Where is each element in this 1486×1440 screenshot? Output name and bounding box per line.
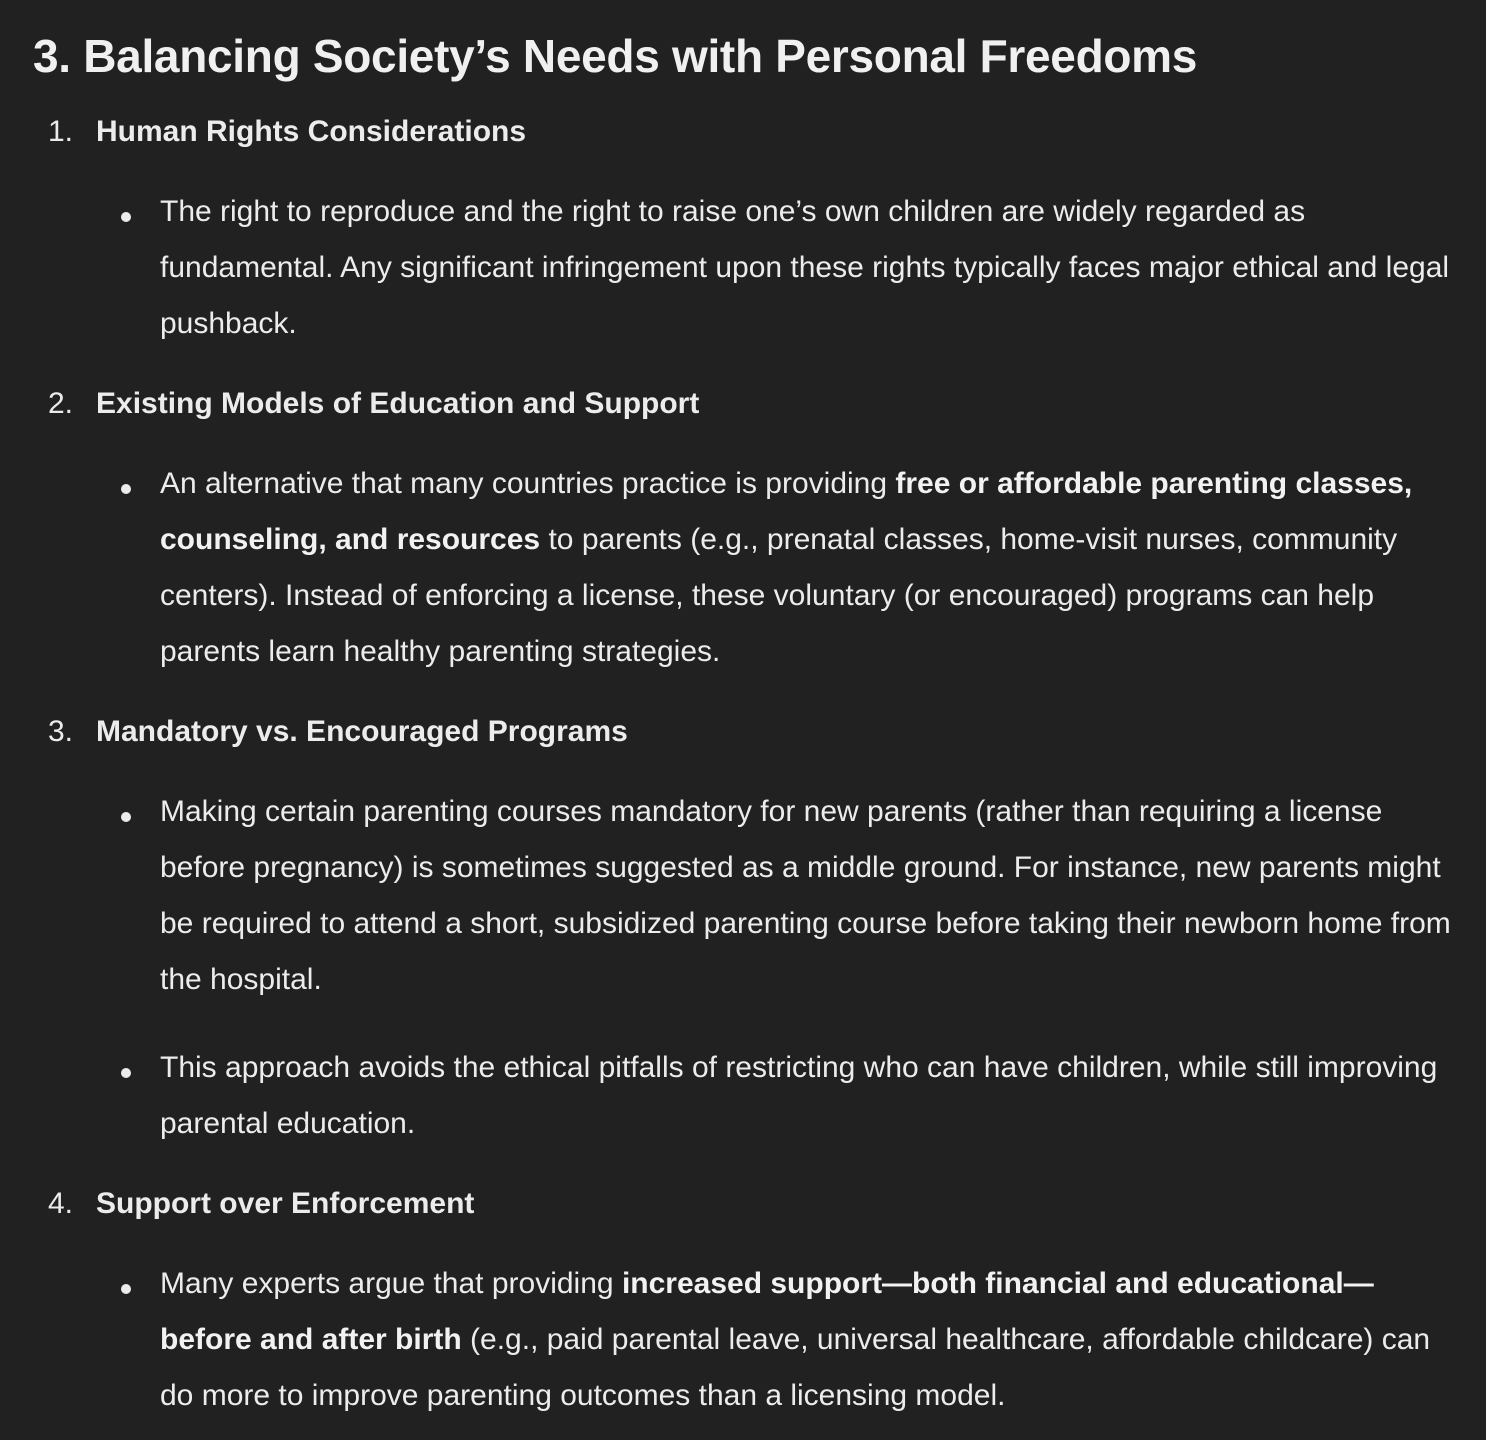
item-heading <box>33 96 1456 168</box>
bullet-item <box>33 1024 1456 1168</box>
item-heading-text: Mandatory vs. Encouraged Programs <box>96 715 628 748</box>
item-heading-text: Support over Enforcement <box>96 1187 475 1220</box>
bullet-item <box>33 440 1456 696</box>
bullet-text: Many experts argue that providing <box>160 1267 622 1300</box>
bullet-dot-icon <box>121 212 131 222</box>
item-heading-text: Human Rights Considerations <box>96 115 527 148</box>
item-heading <box>33 1168 1456 1240</box>
item-heading <box>33 696 1456 768</box>
bullet-bold-text: increased support—both financial and educational—before and after birth <box>160 1267 1374 1356</box>
main-numbered-list <box>33 96 1456 1440</box>
bullet-bold-text: free or affordable parenting classes, counseling, and resources <box>160 467 1413 556</box>
list-item-human-rights <box>33 96 1456 368</box>
bullet-dot-icon <box>121 1068 131 1078</box>
list-item-support-over-enforcement <box>33 1168 1456 1440</box>
bullet-text-continued: (e.g., paid parental leave, universal healthcare, affordable childcare) can do more to improve parenting outcomes than a licensing model. <box>160 1323 1431 1412</box>
bullet-dot-icon <box>121 1284 131 1294</box>
bullet-list <box>33 440 1456 696</box>
item-heading <box>33 368 1456 440</box>
bullet-text: Making certain parenting courses mandatory for new parents (rather than requiring a license before pregnancy) is sometimes suggested as a middle ground. For instance, new parents might be required to attend a short, subsidized parenting course before taking their newborn home from the hospital. <box>160 795 1451 996</box>
bullet-list <box>33 768 1456 1168</box>
bullet-dot-icon <box>121 484 131 494</box>
bullet-item <box>33 768 1456 1024</box>
bullet-dot-icon <box>121 812 131 822</box>
section-title: 3. Balancing Society’s Needs with Personal Freedoms <box>33 30 1198 82</box>
bullet-item <box>33 168 1456 368</box>
bullet-text-continued: to parents (e.g., prenatal classes, home-visit nurses, community centers). Instead of enforcing a license, these voluntary (or encouraged) programs can help parents learn healthy parenting strategies. <box>160 523 1398 668</box>
item-number: 1. <box>48 115 74 148</box>
bullet-item <box>33 1240 1456 1440</box>
bullet-text: This approach avoids the ethical pitfalls of restricting who can have children, while still improving parental education. <box>160 1051 1438 1140</box>
bullet-text: The right to reproduce and the right to raise one’s own children are widely regarded as fundamental. Any significant infringement upon these rights typically faces major ethical and legal pushback. <box>160 195 1450 340</box>
list-item-mandatory-programs <box>33 696 1456 1168</box>
item-number: 2. <box>48 387 74 420</box>
bullet-text: An alternative that many countries practice is providing <box>160 467 896 500</box>
item-number: 3. <box>48 715 74 748</box>
bullet-list <box>33 168 1456 368</box>
item-number: 4. <box>48 1187 74 1220</box>
list-item-existing-models <box>33 368 1456 696</box>
bullet-list <box>33 1240 1456 1440</box>
item-heading-text: Existing Models of Education and Support <box>96 387 700 420</box>
